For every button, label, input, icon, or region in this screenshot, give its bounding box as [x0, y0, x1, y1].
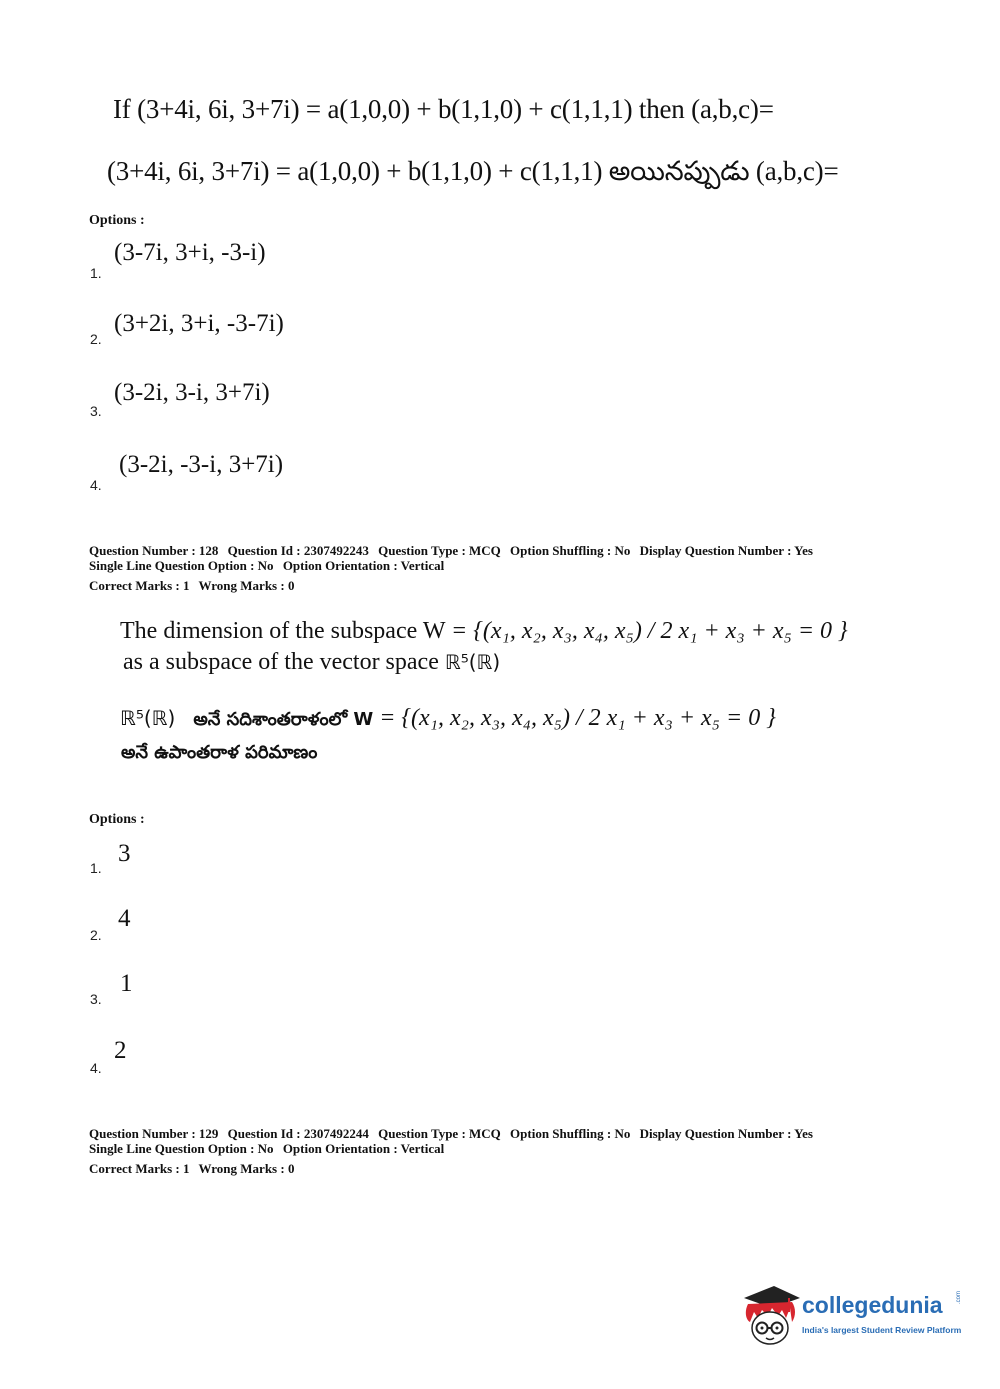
meta-single-line: Single Line Question Option : No	[89, 558, 274, 573]
q127-option-1-number: 1.	[90, 265, 102, 281]
meta-display-number: Display Question Number : Yes	[639, 543, 813, 558]
meta-single-line: Single Line Question Option : No	[89, 1141, 274, 1156]
logo-tagline: India's largest Student Review Platform	[802, 1325, 962, 1335]
q128-option-2-text: 4	[118, 905, 131, 932]
meta-question-type: Question Type : MCQ	[378, 1126, 501, 1141]
q127-question-en: If (3+4i, 6i, 3+7i) = a(1,0,0) + b(1,1,0) + c(1,1,1) then (a,b,c)=	[113, 94, 774, 124]
q128-option-4-number: 4.	[90, 1060, 102, 1076]
q128-question-en-line2-text: as a subspace of the vector space	[123, 649, 439, 675]
q128-vector-space: ℝ⁵(ℝ)	[444, 650, 501, 674]
q127-question-te: (3+4i, 6i, 3+7i) = a(1,0,0) + b(1,1,0) + c(1,1,1) అయినప్పుడు (a,b,c)=	[107, 156, 839, 186]
q128-question-te-line2: అనే ఉపాంతరాళ పరిమాణం	[121, 742, 318, 763]
meta-orientation: Option Orientation : Vertical	[282, 1141, 445, 1156]
meta-orientation: Option Orientation : Vertical	[282, 558, 445, 573]
q128-meta-line3	[89, 578, 819, 593]
q128-set-expression-te: = {(x₁, x₂, x₃, x₄, x₅) / 2 x₁ + x₃ + x₅ = 0 }	[379, 705, 776, 731]
logo-wordmark: collegedunia	[802, 1292, 943, 1318]
q128-question-en-line1	[120, 618, 848, 645]
q127-option-2-text: (3+2i, 3+i, -3-7i)	[114, 310, 284, 337]
q127-option-4-text: (3-2i, -3-i, 3+7i)	[119, 451, 284, 478]
q128-option-1-number: 1.	[90, 860, 102, 876]
q128-options-label: Options :	[89, 812, 145, 827]
meta-question-type: Question Type : MCQ	[378, 543, 501, 558]
meta-wrong-marks: Wrong Marks : 0	[198, 578, 295, 593]
q128-vector-space-te: ℝ⁵(ℝ)	[120, 706, 176, 730]
meta-wrong-marks: Wrong Marks : 0	[198, 1161, 295, 1176]
q128-question-te-mid: అనే సదిశాంతరాళంలో W	[193, 709, 374, 730]
meta-question-number: Question Number : 129	[89, 1126, 219, 1141]
meta-display-number: Display Question Number : Yes	[639, 1126, 813, 1141]
q128-question-en-prefix: The dimension of the subspace W	[120, 618, 446, 644]
q128-option-2-number: 2.	[90, 927, 102, 943]
q128-option-3-text: 1	[120, 970, 133, 997]
q128-question-en-line2	[123, 649, 500, 676]
meta-option-shuffling: Option Shuffling : No	[510, 1126, 631, 1141]
mascot-icon	[740, 1282, 802, 1348]
q128-option-3-number: 3.	[90, 991, 102, 1007]
collegedunia-logo[interactable]	[740, 1282, 970, 1352]
q128-set-expression: = {(x₁, x₂, x₃, x₄, x₅) / 2 x₁ + x₃ + x₅ = 0 }	[451, 618, 848, 644]
q128-meta-line2	[89, 558, 819, 573]
q129-meta	[89, 1126, 819, 1176]
meta-correct-marks: Correct Marks : 1	[89, 578, 190, 593]
q128-meta	[89, 543, 819, 593]
q128-meta-line1	[89, 543, 819, 558]
meta-option-shuffling: Option Shuffling : No	[510, 543, 631, 558]
q128-option-4-text: 2	[114, 1037, 127, 1064]
meta-question-id: Question Id : 2307492243	[227, 543, 369, 558]
q127-option-2-number: 2.	[90, 331, 102, 347]
meta-question-id: Question Id : 2307492244	[227, 1126, 369, 1141]
q127-option-4-number: 4.	[90, 477, 102, 493]
q129-meta-line3	[89, 1161, 819, 1176]
meta-correct-marks: Correct Marks : 1	[89, 1161, 190, 1176]
q128-question-te-line1	[120, 705, 776, 734]
q127-option-3-text: (3-2i, 3-i, 3+7i)	[114, 379, 270, 406]
q129-meta-line1	[89, 1126, 819, 1141]
q129-meta-line2	[89, 1141, 819, 1156]
logo-com: .com	[956, 1290, 962, 1304]
q127-option-3-number: 3.	[90, 403, 102, 419]
q128-option-1-text: 3	[118, 840, 131, 867]
q127-options-label: Options :	[89, 213, 145, 228]
meta-question-number: Question Number : 128	[89, 543, 219, 558]
q127-option-1-text: (3-7i, 3+i, -3-i)	[114, 239, 266, 266]
